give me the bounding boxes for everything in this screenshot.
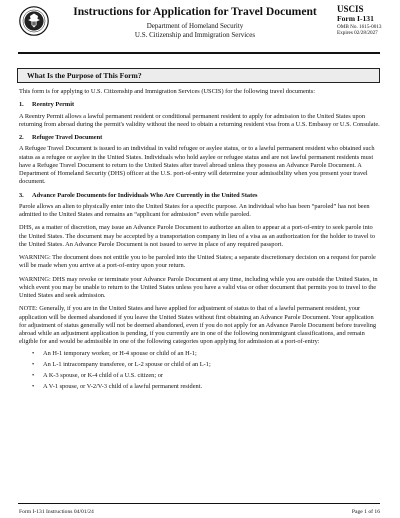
- item-paragraph: A Reentry Permit allows a lawful permanent resident or conditional permanent resident to apply for admission to the United States upon returning from abroad during the permit's validity without the need to obtain a returning resident visa from a U.S. Embassy or U.S. Consulate.: [19, 112, 380, 128]
- header-divider: [18, 52, 380, 54]
- agency-name: U.S. Citizenship and Immigration Services: [134, 31, 256, 39]
- parole-paragraph: Parole allows an alien to physically enter into the United States for a specific purpose. An individual who has been “paroled” has not been admitted to the United States and remains an “applicant for admission” even while paroled.: [19, 202, 370, 218]
- item-title: Refugee Travel Document: [32, 134, 103, 141]
- list-item: • An L-1 intracompany transferee, or L-2 spouse or child of an L-1;: [32, 360, 211, 368]
- uscis-label: USCIS: [337, 4, 364, 14]
- expiration-date: Expires 02/28/2027: [337, 30, 378, 37]
- bullet-icon: •: [32, 372, 35, 379]
- item-heading: [19, 192, 381, 200]
- main-content: [19, 88, 381, 395]
- item-heading: [19, 101, 381, 109]
- intro-paragraph: This form is for applying to U.S. Citizenship and Immigration Services (USCIS) for the following travel documents:: [19, 88, 315, 95]
- item-number: 1.: [19, 101, 24, 109]
- warning-paragraph: WARNING: DHS may revoke or terminate your Advance Parole Document at any time, including while you are outside the United States, in which event you may be unable to return to the United States unless you have a valid visa or other document that permits you to travel to the United States and seek admission.: [19, 275, 378, 299]
- list-item: • A K-3 spouse, or K-4 child of a U.S. citizen; or: [32, 372, 163, 379]
- section-heading-box: [17, 68, 380, 83]
- section-title: What Is the Purpose of This Form?: [27, 71, 142, 80]
- classification-list: [32, 350, 381, 392]
- list-item: • An H-1 temporary worker, or H-4 spouse or child of an H-1;: [32, 349, 197, 357]
- list-item: • A V-1 spouse, or V-2/V-3 child of a lawful permanent resident.: [32, 383, 203, 391]
- header-center: [60, 5, 330, 40]
- item-title: Reentry Permit: [32, 101, 75, 109]
- footer-form-id: Form I-131 Instructions 04/01/24: [19, 509, 94, 515]
- item-paragraph: A Refugee Travel Document is issued to an individual in valid refugee or asylee status, or to a lawful permanent resident who obtained such status as a refugee or asylee in the United States. Individuals who hold asylee or refugee status and are not lawful permanent residents must have a Refugee Travel Document to return to the United States after travel abroad unless they possess an Advance Parole Document. A Department of Homeland Security (DHS) officer at the U.S. port-of-entry will determine your admissibility when you present your travel document.: [19, 145, 375, 186]
- dhs-discretion-paragraph: DHS, as a matter of discretion, may issue an Advance Parole Document to authorize an alien to appear at a port-of-entry to seek parole into the United States. The document may be accepted by a transportation company in lieu of a visa as an authorization for the holder to travel to the United States. An Advance Parole Document is not issued to serve in place of any required passport.: [19, 224, 376, 248]
- item-title: Advance Parole Documents for Individuals Who Are Currently in the United States: [32, 191, 258, 199]
- page-number: Page 1 of 16: [351, 509, 380, 515]
- document-title: Instructions for Application for Travel Document: [73, 5, 317, 18]
- bullet-icon: •: [32, 349, 35, 357]
- warning-paragraph: WARNING: The document does not entitle you to be paroled into the United States; a separate discretionary decision on a request for parole will be made when you arrive at a port-of-entry upon your return.: [19, 254, 376, 270]
- form-info: [337, 4, 397, 37]
- omb-number: OMB No. 1615-0013: [337, 24, 382, 30]
- bullet-icon: •: [32, 360, 35, 368]
- item-number: 2.: [19, 134, 24, 141]
- item-heading: [19, 134, 381, 142]
- footer-divider: [18, 503, 380, 504]
- bullet-icon: •: [32, 383, 35, 391]
- form-number: Form I-131: [337, 14, 374, 23]
- dhs-seal-logo: [19, 6, 49, 36]
- note-paragraph: NOTE: Generally, if you are in the United States and have applied for adjustment of status to that of a lawful permanent resident, your application will be deemed abandoned if you leave the United States without first obtaining an Advance Parole Document. Your application for adjustment of status generally will not be deemed abandoned, even if you do not apply for an Advance Parole Document before traveling abroad while an adjustment application is pending, if you currently are in one of the following nonimmigrant classifications, and remain eligible for and would be admissible in one of the following categories upon applying for admission at a port-of-entry:: [19, 305, 377, 346]
- department-name: Department of Homeland Security: [146, 22, 244, 30]
- item-number: 3.: [19, 191, 24, 199]
